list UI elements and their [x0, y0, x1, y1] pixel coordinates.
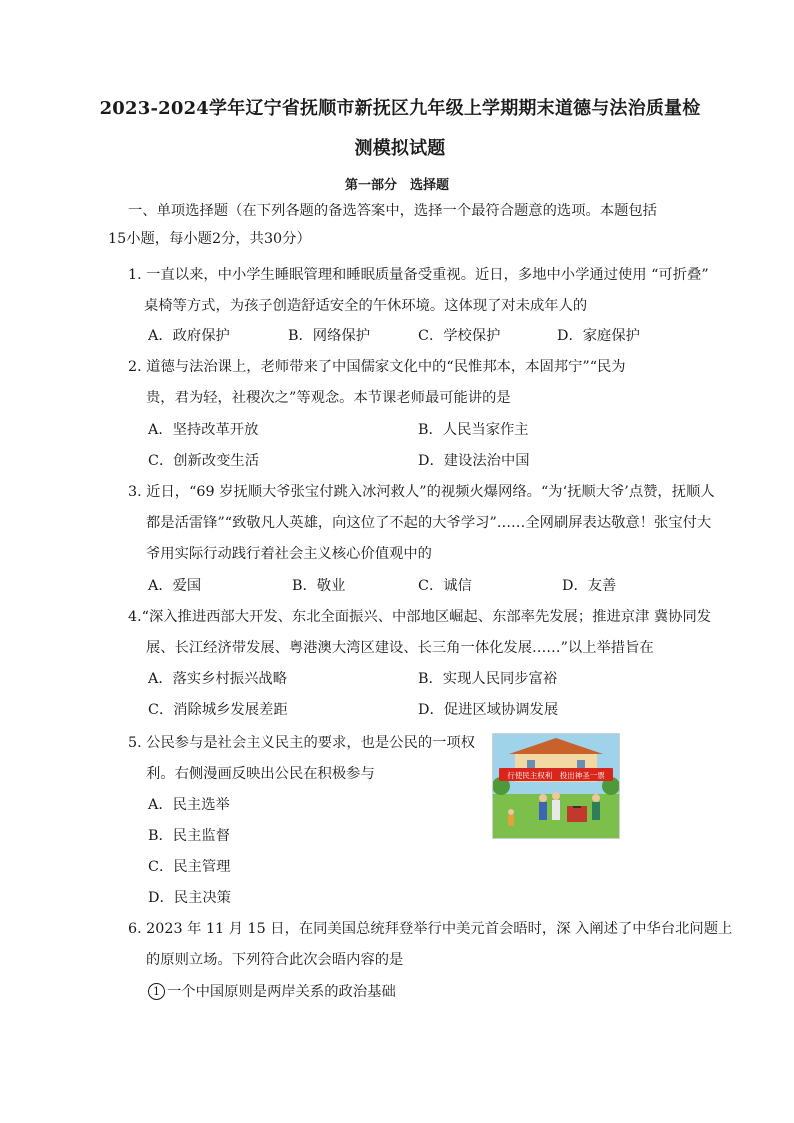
section-heading: 第一部分 选择题 [344, 178, 449, 193]
q3-stem-line-2: 都是活雷锋”“致敬凡人英雄，向这位了不起的大爷学习”……全网刷屏表达敬意！张宝付大 [146, 515, 712, 531]
q2-stem-line-1: 2. 道德与法治课上，老师带来了中国儒家文化中的“民惟邦本，本固邦宁”“民为 [128, 359, 626, 375]
q2-option-d: D．建设法治中国 [418, 453, 530, 469]
q3-option-b: B．敬业 [292, 578, 346, 594]
q3-option-c: C．诚信 [418, 578, 472, 594]
cartoon-person-1-body [539, 802, 547, 820]
cartoon-ballot-box [567, 806, 587, 822]
cartoon-window-right [577, 760, 585, 768]
instructions-line-1: 一、单项选择题（在下列各题的备选答案中，选择一个最符合题意的选项。本题包括 [128, 203, 657, 219]
q4-option-c: C．消除城乡发展差距 [148, 702, 288, 718]
q4-stem-line-1: 4.“深入推进西部大开发、东北全面振兴、中部地区崛起、东部率先发展；推进京津 冀协同发 [128, 609, 712, 625]
q5-stem-line-2: 利。右侧漫画反映出公民在积极参与 [146, 766, 375, 782]
cartoon-person-2-body [552, 800, 560, 820]
cartoon-person-2-head [552, 792, 560, 800]
q6-item-1-text: 一个中国原则是两岸关系的政治基础 [167, 984, 396, 1000]
q6-stem-line-1: 6. 2023 年 11 月 15 日，在同美国总统拜登举行中美元首会晤时，深 入阐述了中华台北问题上 [128, 921, 733, 937]
cartoon-banner-text: 行使民主权利 投出神圣一票 [507, 771, 605, 780]
q3-stem-line-1: 3. 近日，“69 岁抚顺大爷张宝付跳入冰河救人”的视频火爆网络。“为‘抚顺大爷’点赞，抚顺人 [128, 484, 715, 500]
q3-option-d: D．友善 [562, 578, 617, 594]
q2-option-c: C．创新改变生活 [148, 453, 260, 469]
q1-option-b: B．网络保护 [288, 328, 370, 344]
voting-cartoon-illustration [492, 733, 620, 839]
cartoon-child-body [508, 815, 514, 826]
cartoon-window-left [527, 760, 535, 768]
q1-option-d: D．家庭保护 [557, 328, 640, 344]
cartoon-person-3-body [592, 802, 600, 820]
cartoon-ballot-slot [573, 806, 581, 808]
cartoon-person-3-head [592, 794, 600, 802]
exam-title-line-2: 测模拟试题 [354, 138, 446, 159]
q1-option-c: C．学校保护 [418, 328, 501, 344]
q5-option-a: A．民主选举 [148, 797, 230, 813]
q1-stem-line-2: 桌椅等方式，为孩子创造舒适安全的午休环境。这体现了对未成年人的 [144, 298, 588, 314]
q5-stem-line-1: 5. 公民参与是社会主义民主的要求，也是公民的一项权 [128, 735, 476, 751]
q2-stem-line-2: 贵，君为轻，社稷次之”等观念。本节课老师最可能讲的是 [146, 390, 511, 406]
q1-option-a: A．政府保护 [148, 328, 230, 344]
q5-option-c: C．民主管理 [148, 859, 231, 875]
q4-option-d: D．促进区域协调发展 [418, 702, 559, 718]
q3-stem-line-3: 爷用实际行动践行着社会主义核心价值观中的 [146, 546, 432, 562]
exam-title-line-1: 2023-2024学年辽宁省抚顺市新抚区九年级上学期期末道德与法治质量检 [99, 98, 701, 119]
q5-option-d: D．民主决策 [148, 890, 231, 906]
q6-item-1-marker: 1 [148, 983, 165, 1000]
q2-option-b: B．人民当家作主 [418, 422, 529, 438]
instructions-line-2: 15小题，每小题2分，共30分） [108, 231, 311, 247]
cartoon-person-1-head [539, 794, 547, 802]
q1-stem-line-1: 1. 一直以来，中小学生睡眠管理和睡眠质量备受重视。近日，多地中小学通过使用 “可折叠” [128, 267, 709, 283]
q3-option-a: A．爱国 [148, 578, 202, 594]
q6-stem-line-2: 的原则立场。下列符合此次会晤内容的是 [146, 952, 404, 968]
q6-item-1 [148, 982, 396, 1002]
q4-option-a: A．落实乡村振兴战略 [148, 671, 287, 687]
q4-option-b: B．实现人民同步富裕 [418, 671, 558, 687]
q5-option-b: B．民主监督 [148, 828, 230, 844]
q4-stem-line-2: 展、长江经济带发展、粤港澳大湾区建设、长三角一体化发展……”以上举措旨在 [146, 640, 654, 656]
cartoon-child-head [508, 809, 514, 815]
q2-option-a: A．坚持改革开放 [148, 422, 259, 438]
